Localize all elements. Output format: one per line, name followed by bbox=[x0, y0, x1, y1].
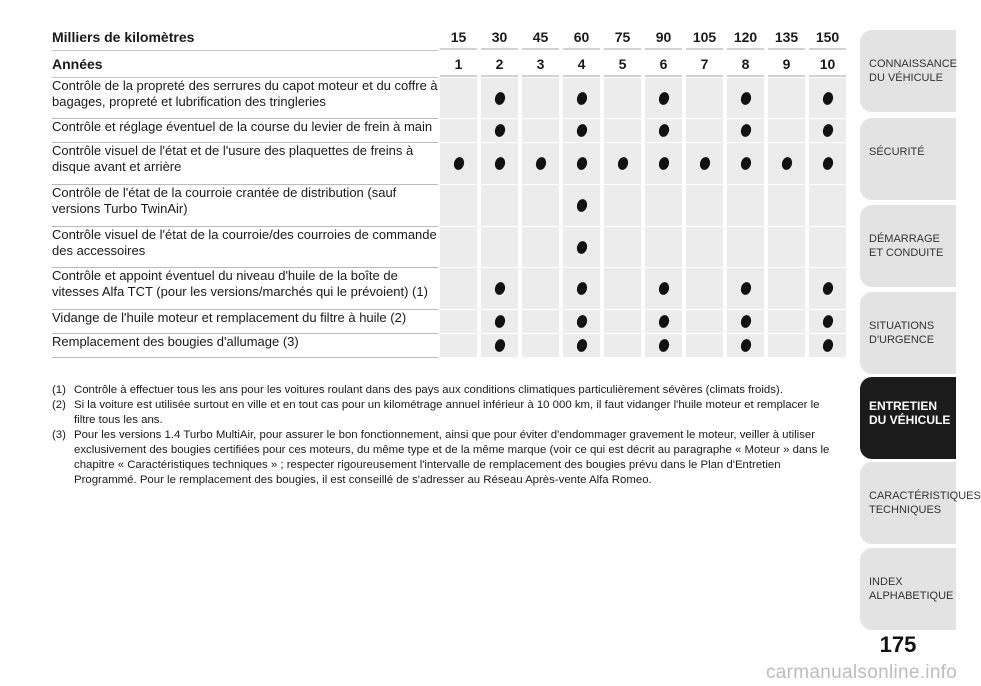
schedule-cell bbox=[602, 78, 643, 119]
km-header-cell bbox=[602, 24, 643, 51]
footnote-marker: (2) bbox=[52, 399, 66, 411]
footnote bbox=[52, 398, 842, 428]
schedule-cell bbox=[520, 78, 561, 119]
schedule-cell bbox=[684, 268, 725, 310]
schedule-cell bbox=[766, 78, 807, 119]
operation-label: Contrôle et réglage éventuel de la course du levier de frein à main bbox=[52, 119, 438, 143]
schedule-cell bbox=[643, 227, 684, 268]
year-header-cell bbox=[438, 51, 479, 78]
scheduled-dot-icon bbox=[739, 156, 752, 171]
scheduled-dot-icon bbox=[575, 123, 588, 138]
schedule-cell bbox=[643, 78, 684, 119]
year-header-cell-value: 4 bbox=[563, 53, 600, 77]
operation-label: Vidange de l'huile moteur et remplacement du filtre à huile (2) bbox=[52, 310, 438, 334]
km-header-cell-value: 30 bbox=[481, 26, 518, 50]
schedule-cell bbox=[479, 310, 520, 334]
schedule-cell bbox=[684, 185, 725, 227]
schedule-cell bbox=[807, 185, 848, 227]
year-header-cell-value: 9 bbox=[768, 53, 805, 77]
schedule-cell bbox=[684, 334, 725, 358]
schedule-cell bbox=[561, 227, 602, 268]
schedule-cell bbox=[766, 119, 807, 143]
schedule-cell bbox=[725, 227, 766, 268]
year-header-cell bbox=[766, 51, 807, 78]
year-header-cell-value: 7 bbox=[686, 53, 723, 77]
km-header-cell bbox=[520, 24, 561, 51]
scheduled-dot-icon bbox=[534, 156, 547, 171]
table-row bbox=[52, 268, 848, 310]
schedule-cell bbox=[561, 143, 602, 185]
schedule-cell bbox=[725, 78, 766, 119]
chapter-tab-4[interactable]: SITUATIONS D'URGENCE bbox=[860, 292, 956, 374]
schedule-cell bbox=[520, 334, 561, 358]
km-header-cell-value: 75 bbox=[604, 26, 641, 50]
scheduled-dot-icon bbox=[493, 156, 506, 171]
schedule-cell bbox=[725, 119, 766, 143]
schedule-cell bbox=[643, 268, 684, 310]
table-row bbox=[52, 227, 848, 268]
scheduled-dot-icon bbox=[575, 281, 588, 296]
years-header-label: Années bbox=[52, 51, 438, 78]
schedule-cell bbox=[520, 119, 561, 143]
schedule-cell bbox=[438, 227, 479, 268]
schedule-cell bbox=[520, 310, 561, 334]
km-header-cell bbox=[725, 24, 766, 51]
table-row bbox=[52, 334, 848, 358]
year-header-cell-value: 8 bbox=[727, 53, 764, 77]
year-header-cell bbox=[807, 51, 848, 78]
schedule-cell bbox=[643, 310, 684, 334]
scheduled-dot-icon bbox=[821, 281, 834, 296]
scheduled-dot-icon bbox=[739, 314, 752, 329]
km-header-cell-value: 120 bbox=[727, 26, 764, 50]
schedule-cell bbox=[807, 334, 848, 358]
operation-label: Contrôle de l'état de la courroie crantée de distribution (sauf versions Turbo TwinAir) bbox=[52, 185, 438, 227]
km-header-cell bbox=[807, 24, 848, 51]
schedule-cell bbox=[520, 143, 561, 185]
schedule-cell bbox=[438, 143, 479, 185]
schedule-cell bbox=[766, 185, 807, 227]
scheduled-dot-icon bbox=[821, 314, 834, 329]
schedule-cell bbox=[561, 334, 602, 358]
watermark: carmanualsonline.info bbox=[766, 662, 958, 683]
scheduled-dot-icon bbox=[657, 281, 670, 296]
schedule-cell bbox=[684, 143, 725, 185]
schedule-cell bbox=[766, 310, 807, 334]
schedule-cell bbox=[438, 119, 479, 143]
scheduled-dot-icon bbox=[780, 156, 793, 171]
footnote bbox=[52, 383, 842, 398]
scheduled-dot-icon bbox=[698, 156, 711, 171]
schedule-cell bbox=[561, 78, 602, 119]
schedule-cell bbox=[438, 78, 479, 119]
schedule-cell bbox=[766, 268, 807, 310]
table-row bbox=[52, 78, 848, 119]
schedule-cell bbox=[561, 185, 602, 227]
schedule-cell bbox=[766, 334, 807, 358]
operation-label: Contrôle visuel de l'état de la courroie/des courroies de commande des accessoires bbox=[52, 227, 438, 268]
table-row bbox=[52, 310, 848, 334]
schedule-cell bbox=[479, 185, 520, 227]
km-header-cell bbox=[643, 24, 684, 51]
schedule-cell bbox=[602, 119, 643, 143]
schedule-cell bbox=[807, 227, 848, 268]
km-header-cell-value: 60 bbox=[563, 26, 600, 50]
schedule-cell bbox=[438, 310, 479, 334]
schedule-cell bbox=[479, 227, 520, 268]
scheduled-dot-icon bbox=[493, 281, 506, 296]
scheduled-dot-icon bbox=[452, 156, 465, 171]
scheduled-dot-icon bbox=[821, 338, 834, 353]
schedule-cell bbox=[725, 334, 766, 358]
chapter-tab-1[interactable]: CONNAISSANCE DU VÉHICULE bbox=[860, 30, 956, 112]
km-header-cell-value: 105 bbox=[686, 26, 723, 50]
year-header-cell bbox=[479, 51, 520, 78]
scheduled-dot-icon bbox=[575, 239, 588, 254]
schedule-cell bbox=[438, 334, 479, 358]
schedule-cell bbox=[479, 143, 520, 185]
scheduled-dot-icon bbox=[739, 281, 752, 296]
year-header-cell bbox=[520, 51, 561, 78]
footnote-text: Si la voiture est utilisée surtout en ville et en tout cas pour un kilométrage annuel inférieur à 10 000 km, il faut vidanger l'huile moteur et remplacer le filtre tous les ans. bbox=[74, 399, 820, 426]
year-header-cell-value: 1 bbox=[440, 53, 477, 77]
km-header-cell bbox=[766, 24, 807, 51]
km-header-cell-value: 135 bbox=[768, 26, 805, 50]
operation-label: Contrôle visuel de l'état et de l'usure des plaquettes de freins à disque avant et arrière bbox=[52, 143, 438, 185]
scheduled-dot-icon bbox=[657, 123, 670, 138]
scheduled-dot-icon bbox=[575, 198, 588, 213]
scheduled-dot-icon bbox=[739, 338, 752, 353]
schedule-cell bbox=[602, 143, 643, 185]
km-header-row bbox=[52, 24, 848, 51]
scheduled-dot-icon bbox=[821, 156, 834, 171]
schedule-cell bbox=[479, 334, 520, 358]
schedule-cell bbox=[602, 227, 643, 268]
schedule-cell bbox=[520, 227, 561, 268]
scheduled-dot-icon bbox=[575, 90, 588, 105]
schedule-cell bbox=[643, 334, 684, 358]
schedule-cell bbox=[561, 268, 602, 310]
year-header-cell-value: 10 bbox=[809, 53, 846, 77]
chapter-tabs bbox=[860, 0, 981, 686]
scheduled-dot-icon bbox=[493, 123, 506, 138]
km-header-cell-value: 45 bbox=[522, 26, 559, 50]
operation-label: Contrôle de la propreté des serrures du capot moteur et du coffre à bagages, propreté et lubrification des tringleries bbox=[52, 78, 438, 119]
footnote-marker: (1) bbox=[52, 384, 66, 396]
schedule-cell bbox=[561, 119, 602, 143]
scheduled-dot-icon bbox=[821, 90, 834, 105]
schedule-cell bbox=[602, 310, 643, 334]
schedule-cell bbox=[438, 185, 479, 227]
year-header-cell-value: 3 bbox=[522, 53, 559, 77]
scheduled-dot-icon bbox=[739, 90, 752, 105]
schedule-cell bbox=[684, 78, 725, 119]
footnote bbox=[52, 428, 842, 488]
schedule-cell bbox=[766, 143, 807, 185]
footnotes bbox=[52, 383, 842, 488]
km-header-cell-value: 150 bbox=[809, 26, 846, 50]
schedule-cell bbox=[807, 119, 848, 143]
year-header-cell bbox=[602, 51, 643, 78]
schedule-cell bbox=[807, 143, 848, 185]
km-header-label: Milliers de kilomètres bbox=[52, 24, 438, 51]
scheduled-dot-icon bbox=[739, 123, 752, 138]
scheduled-dot-icon bbox=[616, 156, 629, 171]
schedule-cell bbox=[561, 310, 602, 334]
scheduled-dot-icon bbox=[575, 338, 588, 353]
scheduled-dot-icon bbox=[657, 338, 670, 353]
year-header-cell-value: 5 bbox=[604, 53, 641, 77]
year-header-cell bbox=[684, 51, 725, 78]
footnote-text: Pour les versions 1.4 Turbo MultiAir, pour assurer le bon fonctionnement, ainsi que pour éviter d'endommager gravement le moteur, veiller à utiliser exclusivement des bougies certifiées pour ces moteurs, du même type et de la même marque (voir ce qui est décrit au paragraphe « Moteur » dans le chapitre « Caractéristiques techniques » ; respecter rigoureusement l'intervalle de remplacement des bougies prévu dans le Plan d'Entretien Programmé. Pour le remplacement des bougies, il est conseillé de s'adresser au Réseau Après-vente Alfa Romeo. bbox=[74, 429, 830, 486]
year-header-cell bbox=[643, 51, 684, 78]
schedule-cell bbox=[643, 119, 684, 143]
operation-label: Remplacement des bougies d'allumage (3) bbox=[52, 334, 438, 358]
schedule-cell bbox=[725, 143, 766, 185]
schedule-cell bbox=[725, 268, 766, 310]
schedule-cell bbox=[643, 143, 684, 185]
scheduled-dot-icon bbox=[493, 314, 506, 329]
year-header-cell-value: 2 bbox=[481, 53, 518, 77]
table-row bbox=[52, 143, 848, 185]
table-row bbox=[52, 119, 848, 143]
year-header-cell bbox=[561, 51, 602, 78]
schedule-cell bbox=[725, 185, 766, 227]
schedule-cell bbox=[438, 268, 479, 310]
schedule-cell bbox=[520, 268, 561, 310]
years-header-row bbox=[52, 51, 848, 78]
schedule-cell bbox=[520, 185, 561, 227]
scheduled-dot-icon bbox=[575, 314, 588, 329]
schedule-cell bbox=[807, 268, 848, 310]
chapter-tab-5[interactable]: ENTRETIEN DU VÉHICULE bbox=[860, 377, 956, 459]
schedule-cell bbox=[602, 185, 643, 227]
scheduled-dot-icon bbox=[821, 123, 834, 138]
km-header-cell bbox=[438, 24, 479, 51]
maintenance-schedule-table bbox=[52, 24, 848, 358]
schedule-cell bbox=[807, 310, 848, 334]
schedule-cell bbox=[684, 119, 725, 143]
schedule-cell bbox=[479, 268, 520, 310]
page-number: 175 bbox=[879, 632, 917, 657]
scheduled-dot-icon bbox=[493, 90, 506, 105]
chapter-tab-7[interactable]: INDEX ALPHABETIQUE bbox=[860, 548, 956, 630]
km-header-cell-value: 90 bbox=[645, 26, 682, 50]
schedule-cell bbox=[725, 310, 766, 334]
scheduled-dot-icon bbox=[657, 156, 670, 171]
scheduled-dot-icon bbox=[493, 338, 506, 353]
scheduled-dot-icon bbox=[657, 314, 670, 329]
chapter-tab-3[interactable]: DÉMARRAGE ET CONDUITE bbox=[860, 205, 956, 287]
schedule-cell bbox=[479, 119, 520, 143]
schedule-cell bbox=[684, 310, 725, 334]
schedule-cell bbox=[602, 334, 643, 358]
footnote-marker: (3) bbox=[52, 429, 66, 441]
schedule-cell bbox=[766, 227, 807, 268]
scheduled-dot-icon bbox=[575, 156, 588, 171]
km-header-cell-value: 15 bbox=[440, 26, 477, 50]
km-header-cell bbox=[561, 24, 602, 51]
schedule-cell bbox=[684, 227, 725, 268]
km-header-cell bbox=[684, 24, 725, 51]
scheduled-dot-icon bbox=[657, 90, 670, 105]
schedule-cell bbox=[643, 185, 684, 227]
footnote-text: Contrôle à effectuer tous les ans pour les voitures roulant dans des pays aux conditions climatiques particulièrement sévères (climats froids). bbox=[74, 384, 783, 396]
year-header-cell-value: 6 bbox=[645, 53, 682, 77]
table-row bbox=[52, 185, 848, 227]
chapter-tab-2[interactable]: SÉCURITÉ bbox=[860, 118, 956, 200]
km-header-cell bbox=[479, 24, 520, 51]
chapter-tab-6[interactable]: CARACTÉRISTIQUES TECHNIQUES bbox=[860, 462, 956, 544]
schedule-cell bbox=[807, 78, 848, 119]
operation-label: Contrôle et appoint éventuel du niveau d'huile de la boîte de vitesses Alfa TCT (pour les versions/marchés qui le prévoient) (1) bbox=[52, 268, 438, 310]
schedule-cell bbox=[602, 268, 643, 310]
year-header-cell bbox=[725, 51, 766, 78]
schedule-cell bbox=[479, 78, 520, 119]
